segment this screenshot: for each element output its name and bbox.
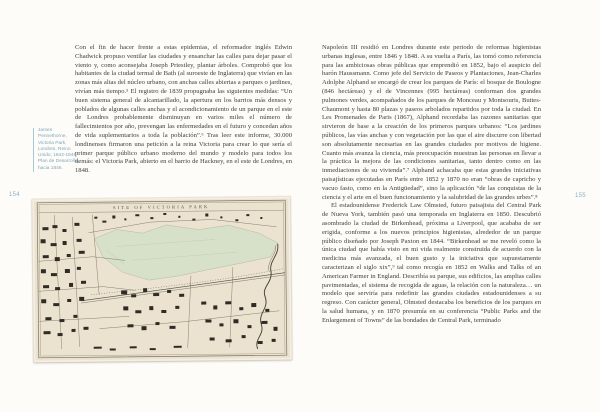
paragraph: Napoleón III residió en Londres durante este periodo de reformas higienistas urbanas inglesas, entre 1846 y 1848. A su vuelta a París, las tomó como referencia para las ambiciosas obras públicas que emprendió en 1852, bajo el auspicio del barón Haussmann. Como jefe del Servicio de Paseos y Plantaciones, Jean-Charles Adolphe Alphand se encargó de crear los parques de París: el bosque de Boulogne (846 hectáreas) y el de Vincennes (995 hectáreas) conforman dos grandes pulmones verdes, acompañados de los parques de Monceau y Montsouris, Buttes-Chaumont y hasta 80 plazas y paseos arbolados repartidos por toda la ciudad. En Les Promenades de Paris (1867), Alphand recordaba las razones sanitarias que sirvieron de base a la creación de los primeros parques urbanos: “Los jardines públicos, las vías anchas y con vegetación por las que el aire discurre con libertad son absolutamente necesarias en las grandes ciudades por motivos de higiene. Cuanto más avanza la ciencia, más preocupación muestran las personas en llevar a la práctica la mejora de las condiciones sanitarias, tanto dentro como en las inmediaciones de su vivienda”.⁷ Alphand achacaba que estas grandes iniciativas paisajísticas ejecutadas en París entre 1852 y 1870 no eran “obras de capricho y vacuo fasto, como en la Antigüedad”, sino la aplicación “de las conquistas de la ciencia y el arte en el buen funcionamiento y la salubridad de las grandes urbes”.⁸ <box>322 44 541 201</box>
figure-caption-text: James Pennethorne, Victoria Park, Londres, Reino Unido, 1842-1846. Plan de Desarrollo, hacia 1846. <box>38 128 79 171</box>
page-number-left: 154 <box>9 192 20 198</box>
page-number-right: 155 <box>575 193 586 199</box>
left-page-body-text: Con el fin de hacer frente a estas epidemias, el reformador inglés Edwin Chadwick propuso ventilar las ciudades y ensanchar las calles para dejar pasar el viento y, como aconsejaba Joseph Priestley, plantar árboles. Comprobó que los habitantes de la ciudad termal de Bath (al suroeste de Inglaterra) que vivían en las zonas más altas del núcleo urbano, con anchas calles abiertas a parques o jardines, vivían más tiempo.⁵ El registro de 1839 propugnaba las siguientes medidas: “Un buen sistema general de alcantarillado, la apertura en los barrios más densos y poblados de algunas calles anchas y el acondicionamiento de un parque en el este de Londres probablemente disminuyan en varios miles el número de fallecimientos por año, prevengan las enfermedades en el futuro y concedan años de vida suplementarios a toda la población”.⁶ Tras leer este informe, 30.000 londinenses firmaron una petición a la reina Victoria para crear lo que sería el primer parque público urbano moderno del mundo y modelo para todos los demás: el Victoria Park, abierto en el barrio de Hackney, en el este de Londres, en 1848. <box>75 44 292 175</box>
right-page-body-text <box>322 44 541 326</box>
paragraph: El estadounidense Frederick Law Olmsted, futuro paisajista del Central Park de Nueva York, también pasó una temporada en Inglaterra en 1850. Descubrió asombrado la ciudad de Birkenhead, próxima a Liverpool, que acababa de ser erigida, conforme a los nuevos principios higienistas, alrededor de un parque público diseñado por Joseph Paxton en 1844. “Birkenhead se me reveló como la única ciudad que había visto en mi vida realmente construida de acuerdo con la medicina más avanzada, el buen gusto y la iniciativa que supuestamente caracterizan el siglo xix”,⁹ tal como recogía en 1852 en Walks and Talks of an American Farmer in England. Describía su parque, sus edificios, las amplias calles pavimentadas, el sistema de recogida de aguas, la relación con la naturaleza… un modelo que serviría para redefinir las grandes ciudades estadounidenses a su regreso. Con carácter general, Olmsted destacaba los beneficios de los parques en la salud humana, y en 1870 presumía en su conferencia “Public Parks and the Enlargement of Towns” de las bondades de Central Park, terminado <box>322 202 541 324</box>
victoria-park-map <box>32 197 292 363</box>
figure-caption <box>33 128 80 172</box>
map-title: SITE OF VICTORIA PARK <box>112 204 210 211</box>
victoria-park-map-drawing <box>32 197 292 363</box>
